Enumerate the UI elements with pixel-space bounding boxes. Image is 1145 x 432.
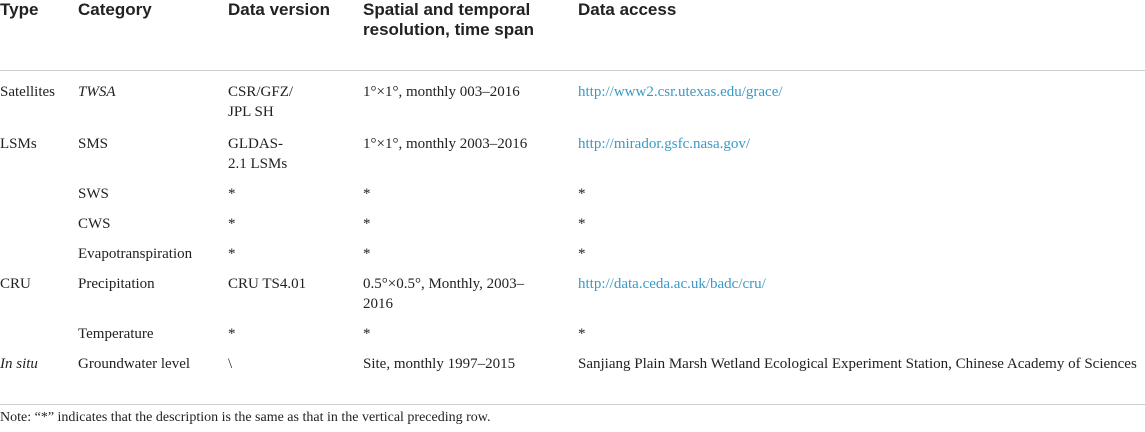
table-row (0, 184, 1145, 214)
cell-type: LSMs (0, 136, 37, 152)
cell-version: * (228, 216, 236, 232)
cell-access: * (578, 326, 586, 342)
header-data-version: Data version (228, 0, 331, 19)
cell-version: CSR/GFZ/ JPL SH (228, 84, 294, 120)
cell-version: * (228, 246, 236, 262)
cell-spatial: 1°×1°, monthly 003–2016 (363, 84, 520, 100)
table-note: Note: “*” indicates that the description is the same as that in the vertical preceding row. (0, 410, 491, 425)
cell-category: Groundwater level (78, 356, 191, 372)
cell-type (0, 214, 78, 244)
cell-spatial: 1°×1°, monthly 2003–2016 (363, 136, 528, 152)
cell-type: CRU (0, 276, 31, 292)
cell-type (0, 324, 78, 354)
cell-spatial: Site, monthly 1997–2015 (363, 356, 516, 372)
header-data-access: Data access (578, 0, 677, 19)
cell-version: CRU TS4.01 (228, 276, 307, 292)
cell-category: SMS (78, 136, 109, 152)
cell-version: \ (228, 356, 233, 372)
cell-category: TWSA (78, 84, 116, 100)
cell-category: SWS (78, 186, 109, 202)
cell-spatial: * (363, 326, 371, 342)
cell-spatial: 0.5°×0.5°, Monthly, 2003–2016 (363, 276, 525, 312)
cell-category: Temperature (78, 326, 154, 342)
cell-version: GLDAS- 2.1 LSMs (228, 136, 288, 172)
cell-version: * (228, 186, 236, 202)
cell-access: * (578, 186, 586, 202)
cell-category: Precipitation (78, 276, 155, 292)
cell-category: CWS (78, 216, 111, 232)
header-row (0, 0, 1145, 70)
cell-access: * (578, 216, 586, 232)
table-row (0, 324, 1145, 354)
cell-version: * (228, 326, 236, 342)
header-spatial-temporal: Spatial and temporal resolution, time span (363, 0, 534, 39)
table-row (0, 134, 1145, 184)
cell-access: * (578, 246, 586, 262)
table-row (0, 244, 1145, 274)
cell-type (0, 184, 78, 214)
table-bottom-rule (0, 404, 1145, 405)
cell-type: In situ (0, 356, 38, 372)
cell-access: Sanjiang Plain Marsh Wetland Ecological Experiment Station, Chinese Academy of Sciences (578, 356, 1137, 372)
table-row (0, 82, 1145, 134)
cell-spatial: * (363, 186, 371, 202)
header-category: Category (78, 0, 152, 19)
cell-type (0, 244, 78, 274)
table-row (0, 274, 1145, 324)
cell-type: Satellites (0, 84, 55, 100)
table-row (0, 214, 1145, 244)
cell-access-link[interactable]: http://mirador.gsfc.nasa.gov/ (578, 136, 751, 152)
cell-category: Evapotranspiration (78, 246, 193, 262)
cell-spatial: * (363, 216, 371, 232)
cell-spatial: * (363, 246, 371, 262)
table-row (0, 354, 1145, 406)
header-type: Type (0, 0, 39, 19)
cell-access-link[interactable]: http://www2.csr.utexas.edu/grace/ (578, 84, 783, 100)
cell-access-link[interactable]: http://data.ceda.ac.uk/badc/cru/ (578, 276, 766, 292)
